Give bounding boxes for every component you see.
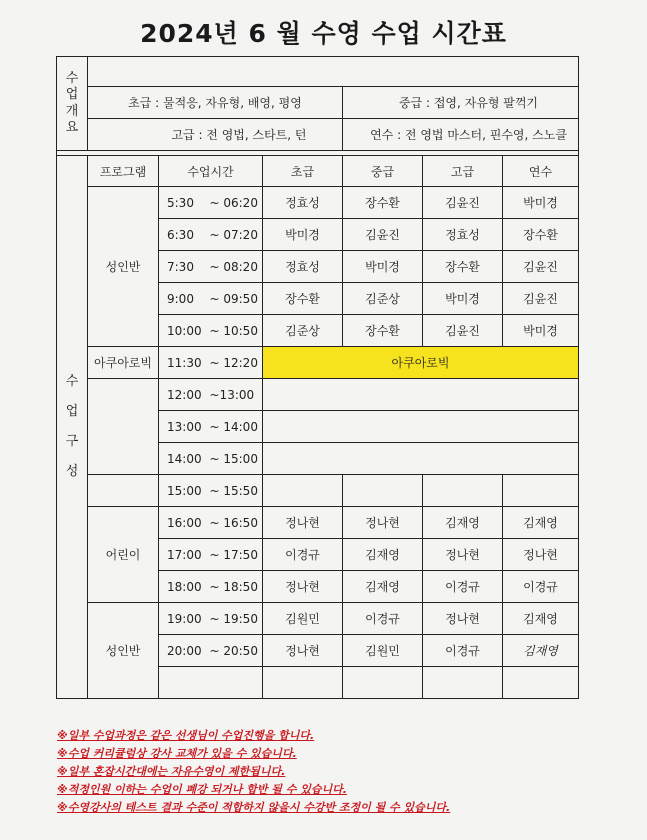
time-start bbox=[159, 667, 206, 699]
instructor-cell: 정나현 bbox=[423, 539, 503, 571]
time-end: ~ 16:50 bbox=[206, 507, 263, 539]
instructor-cell: 이경규 bbox=[503, 571, 579, 603]
time-end: ~ 07:20 bbox=[206, 219, 263, 251]
instructor-cell bbox=[263, 667, 343, 699]
instructor-cell: 김윤진 bbox=[423, 315, 503, 347]
overview-training: 연수 : 전 영법 마스터, 핀수영, 스노클 bbox=[343, 119, 579, 151]
instructor-cell bbox=[423, 475, 503, 507]
empty-slot bbox=[263, 379, 579, 411]
instructor-cell: 이경규 bbox=[423, 635, 503, 667]
instructor-cell bbox=[423, 667, 503, 699]
time-start: 7:30 bbox=[159, 251, 206, 283]
time-start: 20:00 bbox=[159, 635, 206, 667]
instructor-cell: 장수환 bbox=[263, 283, 343, 315]
header-advanced: 고급 bbox=[423, 156, 503, 187]
instructor-cell: 장수환 bbox=[343, 315, 423, 347]
overview-advanced: 고급 : 전 영법, 스타트, 턴 bbox=[88, 119, 343, 151]
group-adult-morning: 성인반 bbox=[88, 187, 159, 347]
time-start: 5:30 bbox=[159, 187, 206, 219]
instructor-cell: 정효성 bbox=[263, 251, 343, 283]
empty-slot bbox=[263, 443, 579, 475]
instructor-cell: 정효성 bbox=[263, 187, 343, 219]
time-start: 15:00 bbox=[159, 475, 206, 507]
empty-slot bbox=[263, 411, 579, 443]
note-line: ※일부 수업과정은 같은 선생님이 수업진행을 합니다. bbox=[57, 729, 315, 742]
time-end: ~13:00 bbox=[206, 379, 263, 411]
header-program: 프로그램 bbox=[88, 156, 159, 187]
instructor-cell: 김재영 bbox=[503, 635, 579, 667]
time-start: 9:00 bbox=[159, 283, 206, 315]
time-start: 18:00 bbox=[159, 571, 206, 603]
overview-beginner: 초급 : 물적응, 자유형, 배영, 평영 bbox=[88, 87, 343, 119]
instructor-cell: 김재영 bbox=[343, 539, 423, 571]
instructor-cell: 이경규 bbox=[343, 603, 423, 635]
instructor-cell: 박미경 bbox=[263, 219, 343, 251]
instructor-cell: 정나현 bbox=[263, 635, 343, 667]
time-end: ~ 15:50 bbox=[206, 475, 263, 507]
instructor-cell: 김윤진 bbox=[503, 283, 579, 315]
time-start: 17:00 bbox=[159, 539, 206, 571]
instructor-cell: 이경규 bbox=[423, 571, 503, 603]
time-end: ~ 06:20 bbox=[206, 187, 263, 219]
instructor-cell: 김재영 bbox=[423, 507, 503, 539]
composition-label: 수 업 구 성 bbox=[57, 156, 88, 699]
time-end bbox=[206, 667, 263, 699]
aerobic-class-cell: 아쿠아로빅 bbox=[263, 347, 579, 379]
time-end: ~ 14:00 bbox=[206, 411, 263, 443]
instructor-cell: 김윤진 bbox=[503, 251, 579, 283]
header-beginner: 초급 bbox=[263, 156, 343, 187]
time-start: 19:00 bbox=[159, 603, 206, 635]
time-end: ~ 19:50 bbox=[206, 603, 263, 635]
instructor-cell bbox=[343, 667, 423, 699]
instructor-cell: 장수환 bbox=[343, 187, 423, 219]
notes-section bbox=[57, 727, 617, 817]
note-line: ※적정인원 이하는 수업이 폐강 되거나 합반 될 수 있습니다. bbox=[57, 783, 347, 796]
page-title: 2024년 6 월 수영 수업 시간표 bbox=[140, 19, 507, 48]
instructor-cell: 이경규 bbox=[263, 539, 343, 571]
instructor-cell: 정나현 bbox=[263, 507, 343, 539]
group-blank bbox=[88, 379, 159, 475]
time-start: 14:00 bbox=[159, 443, 206, 475]
group-children: 어린이 bbox=[88, 507, 159, 603]
note-line: ※수업 커리큘럼상 강사 교체가 있을 수 있습니다. bbox=[57, 747, 297, 760]
instructor-cell: 정나현 bbox=[503, 539, 579, 571]
group-blank bbox=[88, 475, 159, 507]
instructor-cell: 정효성 bbox=[423, 219, 503, 251]
time-end: ~ 20:50 bbox=[206, 635, 263, 667]
time-end: ~ 08:20 bbox=[206, 251, 263, 283]
schedule-table bbox=[56, 56, 579, 699]
instructor-cell bbox=[503, 475, 579, 507]
instructor-cell: 정나현 bbox=[423, 603, 503, 635]
header-time: 수업시간 bbox=[159, 156, 263, 187]
overview-blank-cell bbox=[88, 57, 579, 87]
time-end: ~ 17:50 bbox=[206, 539, 263, 571]
instructor-cell bbox=[503, 667, 579, 699]
instructor-cell: 박미경 bbox=[503, 187, 579, 219]
time-start: 16:00 bbox=[159, 507, 206, 539]
instructor-cell: 정나현 bbox=[263, 571, 343, 603]
instructor-cell: 정나현 bbox=[343, 507, 423, 539]
instructor-cell: 장수환 bbox=[503, 219, 579, 251]
time-end: ~ 18:50 bbox=[206, 571, 263, 603]
instructor-cell: 박미경 bbox=[503, 315, 579, 347]
instructor-cell: 김준상 bbox=[343, 283, 423, 315]
instructor-cell: 김원민 bbox=[343, 635, 423, 667]
instructor-cell: 김원민 bbox=[263, 603, 343, 635]
time-start: 11:30 bbox=[159, 347, 206, 379]
time-start: 13:00 bbox=[159, 411, 206, 443]
time-end: ~ 15:00 bbox=[206, 443, 263, 475]
instructor-cell: 김윤진 bbox=[423, 187, 503, 219]
time-end: ~ 09:50 bbox=[206, 283, 263, 315]
instructor-cell bbox=[263, 475, 343, 507]
time-start: 6:30 bbox=[159, 219, 206, 251]
instructor-cell: 장수환 bbox=[423, 251, 503, 283]
group-adult-evening: 성인반 bbox=[88, 603, 159, 699]
overview-intermediate: 중급 : 접영, 자유형 팔꺽기 bbox=[343, 87, 579, 119]
time-start: 12:00 bbox=[159, 379, 206, 411]
note-line: ※수영강사의 테스트 결과 수준이 적합하지 않을시 수강반 조정이 될 수 있습니다. bbox=[57, 801, 451, 814]
instructor-cell bbox=[343, 475, 423, 507]
time-start: 10:00 bbox=[159, 315, 206, 347]
note-line: ※일부 혼잡시간대에는 자유수영이 제한됩니다. bbox=[57, 765, 286, 778]
instructor-cell: 김윤진 bbox=[343, 219, 423, 251]
instructor-cell: 김재영 bbox=[503, 507, 579, 539]
overview-label: 수 업 개 요 bbox=[57, 57, 88, 151]
instructor-cell: 박미경 bbox=[343, 251, 423, 283]
header-training: 연수 bbox=[503, 156, 579, 187]
header-intermediate: 중급 bbox=[343, 156, 423, 187]
instructor-cell: 박미경 bbox=[423, 283, 503, 315]
instructor-cell: 김재영 bbox=[503, 603, 579, 635]
instructor-cell: 김준상 bbox=[263, 315, 343, 347]
time-end: ~ 12:20 bbox=[206, 347, 263, 379]
time-end: ~ 10:50 bbox=[206, 315, 263, 347]
group-aerobic: 아쿠아로빅 bbox=[88, 347, 159, 379]
instructor-cell: 김재영 bbox=[343, 571, 423, 603]
